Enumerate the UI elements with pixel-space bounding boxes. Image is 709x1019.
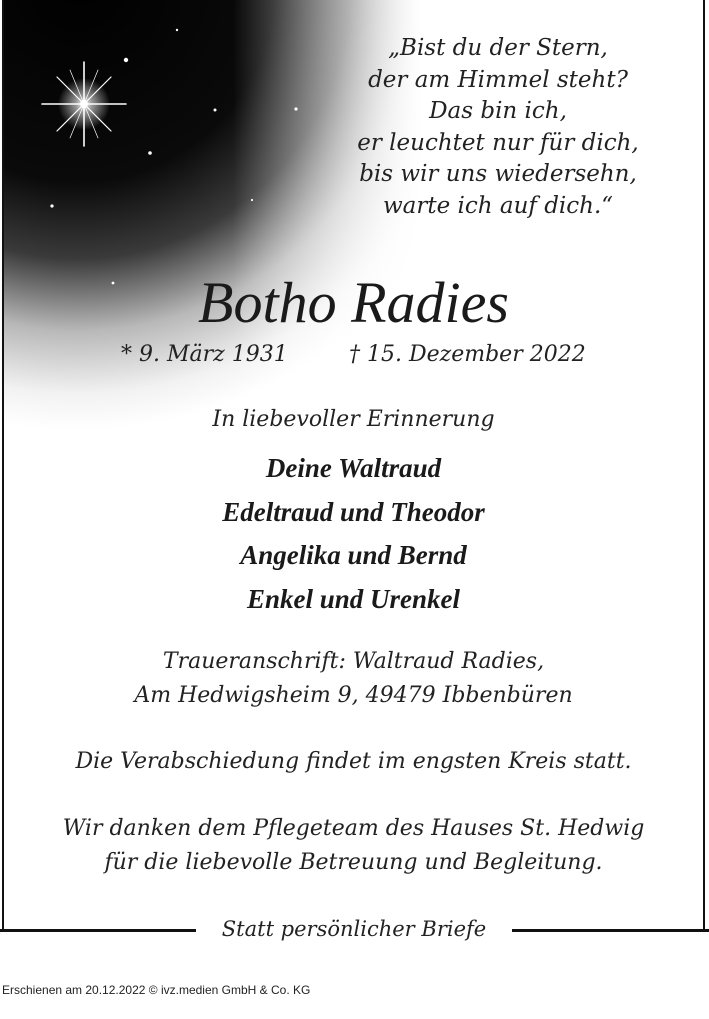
bottom-border-right	[512, 929, 709, 932]
death-date: † 15. Dezember 2022	[349, 342, 586, 367]
poem-line: er leuchtet nur für dich,	[357, 129, 639, 156]
address-line: Traueranschrift: Waltraud Radies,	[162, 649, 545, 674]
address-line: Am Hedwigsheim 9, 49479 Ibbenbüren	[134, 683, 573, 708]
mourning-address	[4, 645, 703, 713]
mourner-name: Edeltraud und Theodor	[222, 496, 485, 527]
mourner-name: Enkel und Urenkel	[246, 583, 461, 614]
deceased-name: Botho Radies	[198, 270, 509, 335]
thanks-line: für die liebevolle Betreuung und Begleitung.	[104, 850, 603, 875]
poem-line: „Bist du der Stern,	[388, 35, 608, 61]
birth-date: * 9. März 1931	[121, 342, 288, 367]
mourners-list	[4, 447, 703, 621]
mourner-name: Angelika und Bernd	[240, 540, 467, 570]
thanks-note	[4, 812, 703, 880]
life-dates	[4, 339, 703, 371]
mourner-name: Deine Waltraud	[265, 453, 442, 483]
bottom-border-left	[0, 929, 196, 932]
memory-line: In liebevoller Erinnerung	[212, 407, 495, 432]
poem-verse	[333, 33, 663, 222]
poem-line: warte ich auf dich.“	[382, 192, 614, 219]
obituary-notice	[2, 0, 705, 930]
farewell-note: Die Verabschiedung findet im engsten Kreis statt.	[75, 749, 632, 774]
poem-line: bis wir uns wiedersehn,	[359, 161, 637, 187]
footer-note: Statt persönlicher Briefe	[196, 913, 512, 945]
thanks-line: Wir danken dem Pflegeteam des Hauses St. Hedwig	[62, 816, 645, 841]
poem-line: Das bin ich,	[429, 98, 567, 124]
publication-imprint: Erschienen am 20.12.2022 © ivz.medien GmbH & Co. KG	[2, 983, 311, 997]
poem-line: der am Himmel steht?	[368, 66, 628, 93]
